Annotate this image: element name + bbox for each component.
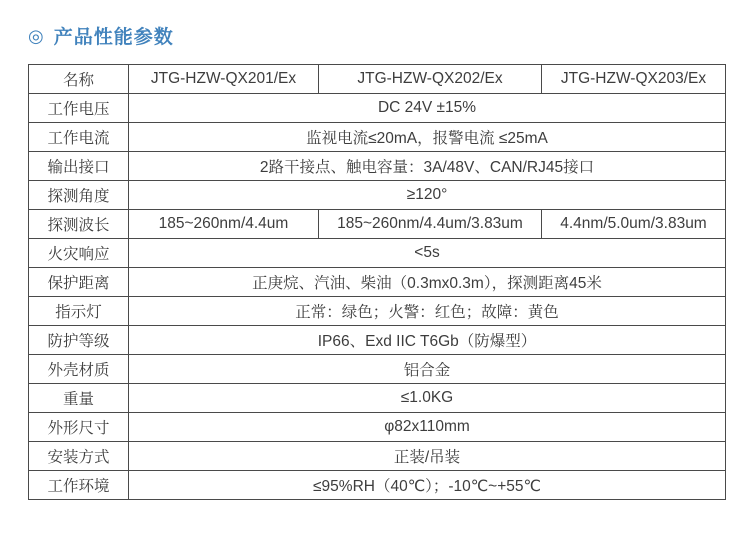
page-title: 产品性能参数	[53, 27, 174, 48]
table-row	[29, 384, 726, 413]
spec-value: JTG-HZW-QX201/Ex	[129, 65, 319, 94]
table-row	[29, 152, 726, 181]
spec-label: 工作电流	[29, 123, 129, 152]
table-row	[29, 471, 726, 500]
spec-value: 185~260nm/4.4um	[129, 210, 319, 239]
spec-value: JTG-HZW-QX202/Ex	[319, 65, 542, 94]
spec-value: <5s	[129, 239, 726, 268]
spec-value: ≤95%RH（40℃）；-10℃~+55℃	[129, 471, 726, 500]
spec-label: 外壳材质	[29, 355, 129, 384]
table-row	[29, 442, 726, 471]
table-row	[29, 181, 726, 210]
spec-label: 指示灯	[29, 297, 129, 326]
spec-label: 火灾响应	[29, 239, 129, 268]
spec-label: 防护等级	[29, 326, 129, 355]
spec-value: 2路干接点、触电容量：3A/48V、CAN/RJ45接口	[129, 152, 726, 181]
spec-value: 正庚烷、汽油、柴油（0.3mx0.3m），探测距离45米	[129, 268, 726, 297]
table-row	[29, 210, 726, 239]
spec-value: 正常：绿色；火警：红色；故障：黄色	[129, 297, 726, 326]
table-row	[29, 413, 726, 442]
spec-label: 安装方式	[29, 442, 129, 471]
spec-label: 探测角度	[29, 181, 129, 210]
spec-value: ≥120°	[129, 181, 726, 210]
spec-value: IP66、Exd IIC T6Gb（防爆型）	[129, 326, 726, 355]
spec-label: 外形尺寸	[29, 413, 129, 442]
bullseye-icon: ◎	[28, 25, 45, 46]
table-row	[29, 297, 726, 326]
section-title	[28, 22, 725, 49]
table-row	[29, 123, 726, 152]
spec-label: 名称	[29, 65, 129, 94]
spec-value: 正装/吊装	[129, 442, 726, 471]
spec-value: 铝合金	[129, 355, 726, 384]
spec-table	[28, 64, 726, 500]
spec-value: ≤1.0KG	[129, 384, 726, 413]
spec-label: 工作环境	[29, 471, 129, 500]
table-row	[29, 65, 726, 94]
spec-value: 4.4nm/5.0um/3.83um	[542, 210, 726, 239]
spec-value: 监视电流≤20mA，报警电流 ≤25mA	[129, 123, 726, 152]
spec-label: 工作电压	[29, 94, 129, 123]
spec-value: JTG-HZW-QX203/Ex	[542, 65, 726, 94]
spec-label: 重量	[29, 384, 129, 413]
spec-value: φ82x110mm	[129, 413, 726, 442]
spec-label: 保护距离	[29, 268, 129, 297]
spec-label: 探测波长	[29, 210, 129, 239]
spec-value: 185~260nm/4.4um/3.83um	[319, 210, 542, 239]
spec-value: DC 24V ±15%	[129, 94, 726, 123]
table-row	[29, 326, 726, 355]
table-row	[29, 268, 726, 297]
table-row	[29, 239, 726, 268]
spec-label: 输出接口	[29, 152, 129, 181]
table-row	[29, 355, 726, 384]
table-row	[29, 94, 726, 123]
